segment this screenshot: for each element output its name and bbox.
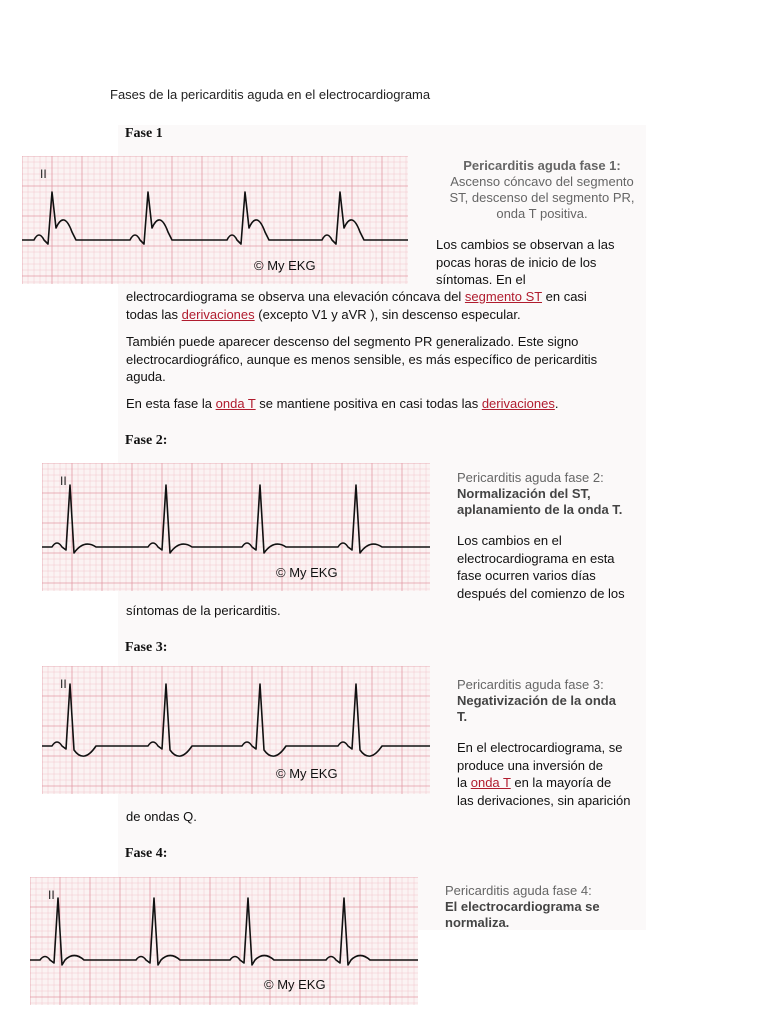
- watermark: © My EKG: [264, 977, 326, 992]
- phase2-label: Fase 2:: [125, 433, 168, 448]
- ekg-grid-svg: [22, 156, 408, 284]
- phase3-caption-line: T.: [457, 709, 468, 724]
- phase1-caption-line: ST, descenso del segmento PR,: [449, 190, 635, 205]
- ekg-grid-svg: [42, 666, 430, 794]
- text-line: fase ocurren varios días: [457, 568, 596, 583]
- phase3-continuation: de ondas Q.: [126, 809, 197, 824]
- phase2-caption: [457, 470, 622, 518]
- phase2-side-text: [457, 532, 625, 602]
- text: se mantiene positiva en casi todas las: [255, 396, 482, 411]
- ekg-strip-phase2: [42, 463, 430, 591]
- phase4-caption-title: Pericarditis aguda fase 4:: [445, 883, 592, 898]
- text-line: aguda.: [126, 369, 166, 384]
- link-onda-t[interactable]: onda T: [215, 396, 256, 411]
- watermark: © My EKG: [254, 258, 316, 273]
- text-line: síntomas. En el: [436, 272, 526, 287]
- text-line: electrocardiográfico, aunque es menos sensible, es más específico de pericarditis: [126, 351, 598, 367]
- ekg-strip-phase1: [22, 156, 408, 284]
- phase2-caption-title: Pericarditis aguda fase 2:: [457, 470, 604, 485]
- phase3-caption-line: Negativización de la onda: [457, 693, 616, 708]
- phase1-caption-line: onda T positiva.: [496, 206, 588, 221]
- phase2-continuation: síntomas de la pericarditis.: [126, 603, 281, 618]
- text-line: pocas horas de inicio de los: [436, 254, 597, 270]
- link-derivaciones[interactable]: derivaciones: [181, 306, 255, 322]
- phase1-paragraph-2: [126, 333, 597, 386]
- lead-label: II: [60, 677, 67, 691]
- text-line: Los cambios en el: [457, 533, 562, 548]
- ekg-strip-phase4: [30, 877, 418, 1005]
- document-title: Fases de la pericarditis aguda en el electrocardiograma: [110, 87, 431, 102]
- phase4-caption: [445, 883, 600, 931]
- text-line: electrocardiograma en esta: [457, 550, 615, 566]
- phase4-caption-line: normaliza.: [445, 915, 510, 930]
- lead-label: II: [40, 167, 47, 181]
- text: en casi: [542, 289, 587, 304]
- phase2-caption-line: aplanamiento de la onda T.: [457, 502, 623, 517]
- text-line: También puede aparecer descenso del segmento PR generalizado. Este signo: [126, 334, 579, 349]
- phase3-label: Fase 3:: [125, 640, 168, 655]
- phase1-paragraph-1: [126, 288, 587, 323]
- text-line: En el electrocardiograma, se: [457, 740, 623, 755]
- text: En esta fase la: [126, 396, 216, 411]
- text: la: [457, 775, 471, 790]
- phase1-caption: [432, 158, 652, 222]
- ekg-strip-phase3: [42, 666, 430, 794]
- phase1-side-text: [436, 236, 614, 289]
- phase1-caption-line: Ascenso cóncavo del segmento: [450, 174, 634, 189]
- phase1-caption-title: Pericarditis aguda fase 1:: [463, 158, 621, 173]
- phase3-caption-title: Pericarditis aguda fase 3:: [457, 677, 604, 692]
- lead-label: II: [60, 474, 67, 488]
- phase3-caption: [457, 677, 616, 725]
- text-line: Los cambios se observan a las: [436, 237, 615, 252]
- lead-label: II: [48, 888, 55, 902]
- ekg-grid-svg: [30, 877, 418, 1005]
- link-segmento-st[interactable]: segmento ST: [464, 289, 543, 304]
- text-line: después del comienzo de los: [457, 585, 625, 601]
- phase3-side-text: [457, 739, 630, 809]
- text: .: [554, 396, 559, 411]
- text: (excepto V1 y aVR ), sin descenso especular.: [254, 306, 521, 322]
- text-line: las derivaciones, sin aparición: [457, 792, 631, 808]
- link-derivaciones[interactable]: derivaciones: [481, 396, 555, 411]
- phase1-label: Fase 1: [125, 126, 163, 141]
- phase2-caption-line: Normalización del ST,: [457, 486, 591, 501]
- text: en la mayoría de: [510, 775, 612, 790]
- text-line: produce una inversión de: [457, 757, 603, 773]
- ekg-grid-svg: [42, 463, 430, 591]
- phase4-label: Fase 4:: [125, 846, 168, 861]
- text: todas las: [126, 306, 182, 322]
- watermark: © My EKG: [276, 565, 338, 580]
- watermark: © My EKG: [276, 766, 338, 781]
- link-onda-t[interactable]: onda T: [470, 775, 511, 790]
- phase1-paragraph-3: [126, 395, 558, 413]
- text: electrocardiograma se observa una elevación cóncava del: [126, 289, 465, 304]
- phase4-caption-line: El electrocardiograma se: [445, 899, 600, 914]
